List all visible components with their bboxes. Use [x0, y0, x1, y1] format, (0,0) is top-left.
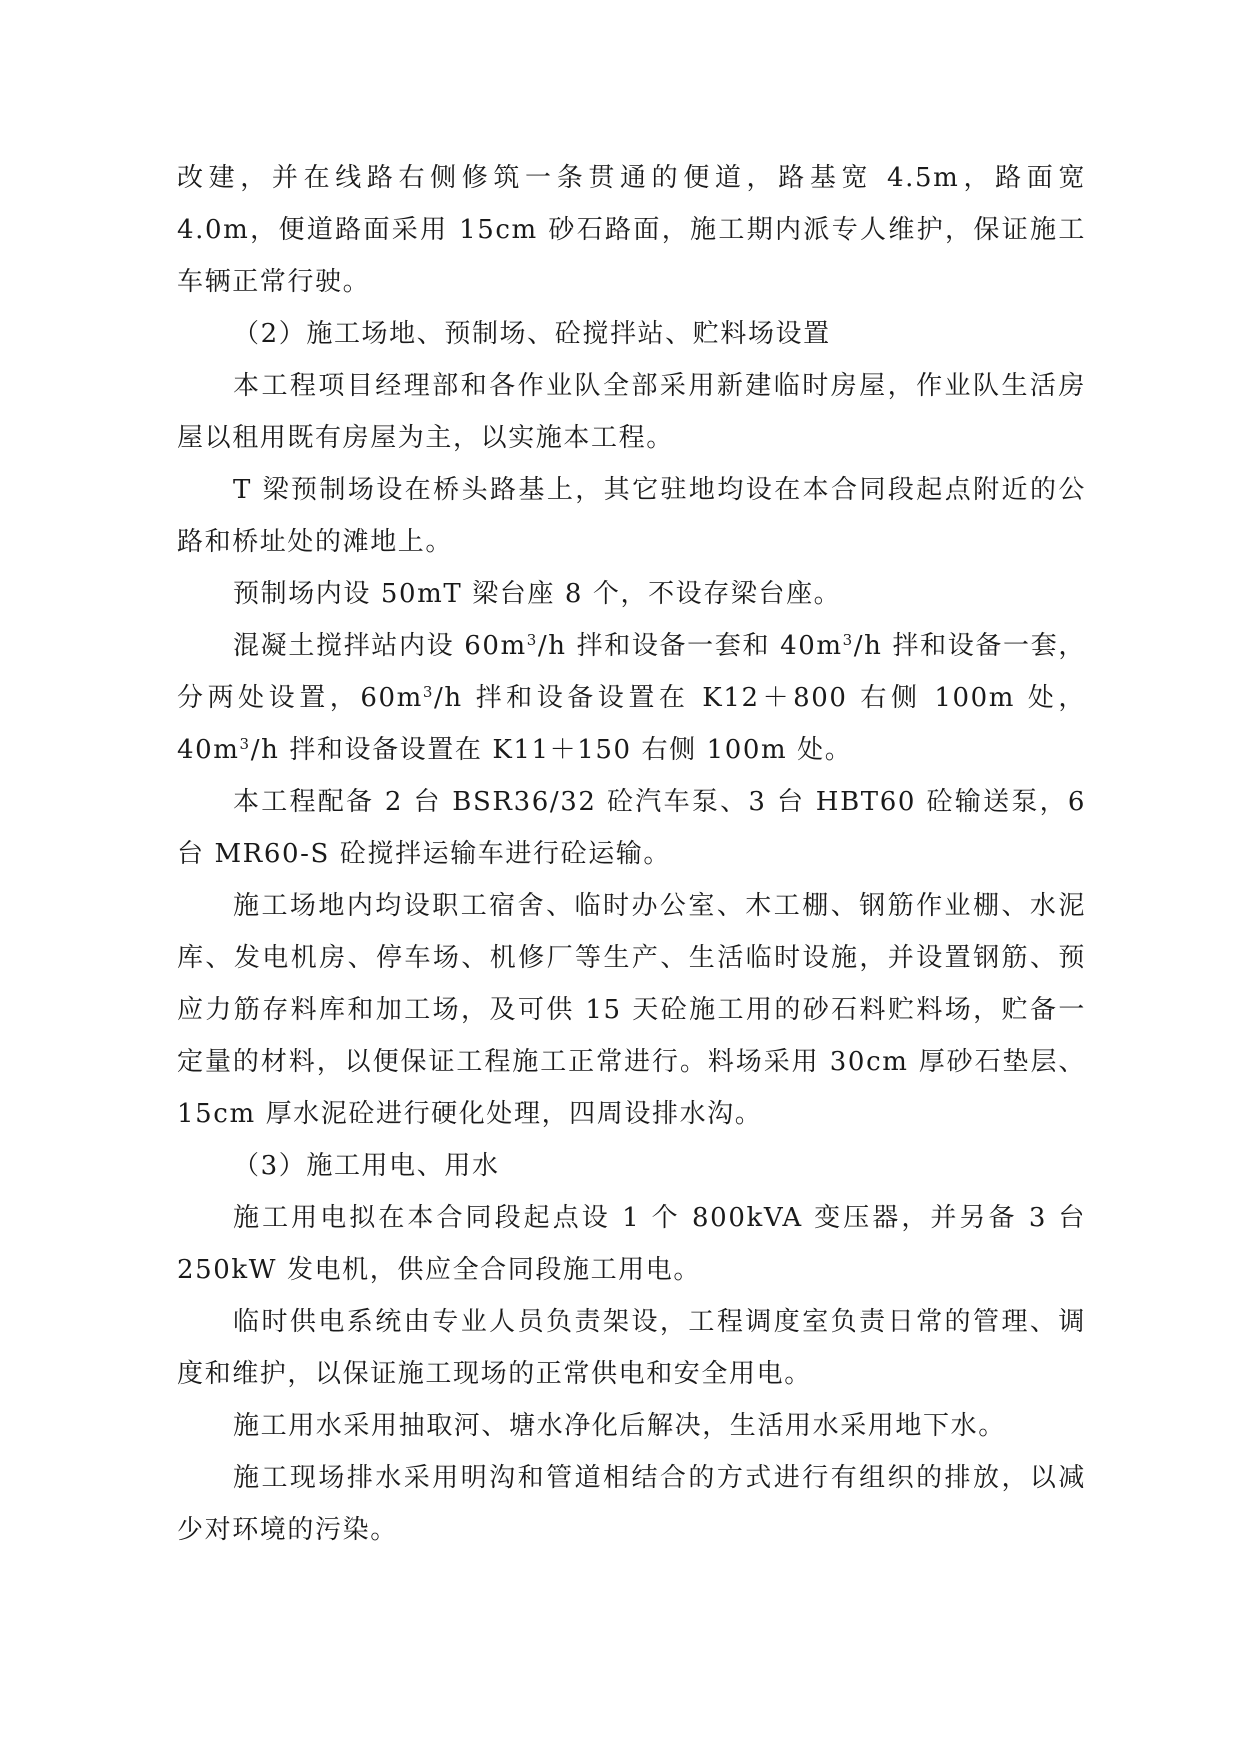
- paragraph-drainage: 施工现场排水采用明沟和管道相结合的方式进行有组织的排放，以减少对环境的污染。: [177, 1463, 1086, 1545]
- paragraph-beam-pedestals: 预制场内设 50mT 梁台座 8 个，不设存梁台座。: [233, 579, 842, 609]
- section-heading-site-setup: （2）施工场地、预制场、砼搅拌站、贮料场设置: [233, 319, 831, 349]
- paragraph-power-management: 临时供电系统由专业人员负责架设，工程调度室负责日常的管理、调度和维护，以保证施工现场的正常供电和安全用电。: [177, 1307, 1086, 1389]
- paragraph-road-construction: 改建，并在线路右侧修筑一条贯通的便道，路基宽 4.5m，路面宽 4.0m，便道路面采用 15cm 砂石路面，施工期内派专人维护，保证施工车辆正常行驶。: [177, 163, 1086, 297]
- paragraph-site-facilities: 施工场地内均设职工宿舍、临时办公室、木工棚、钢筋作业棚、水泥库、发电机房、停车场、机修厂等生产、生活临时设施，并设置钢筋、预应力筋存料库和加工场，及可供 15 天砼施工用的砂石料贮料场，贮备一定量的材料，以便保证工程施工正常进行。料场采用 30cm 厚砂石垫层、15cm 厚水泥砼进行硬化处理，四周设排水沟。: [177, 891, 1086, 1129]
- paragraph-t-beam-yard: T 梁预制场设在桥头路基上，其它驻地均设在本合同段起点附近的公路和桥址处的滩地上。: [177, 475, 1086, 557]
- document-page: [177, 152, 1086, 1556]
- paragraph-equipment: 本工程配备 2 台 BSR36/32 砼汽车泵、3 台 HBT60 砼输送泵，6 台 MR60-S 砼搅拌运输车进行砼运输。: [177, 787, 1086, 869]
- paragraph-temporary-housing: 本工程项目经理部和各作业队全部采用新建临时房屋，作业队生活房屋以租用既有房屋为主，以实施本工程。: [177, 371, 1086, 453]
- paragraph-water-supply: 施工用水采用抽取河、塘水净化后解决，生活用水采用地下水。: [233, 1411, 1006, 1441]
- paragraph-power-supply: 施工用电拟在本合同段起点设 1 个 800kVA 变压器，并另备 3 台 250kW 发电机，供应全合同段施工用电。: [177, 1203, 1086, 1285]
- paragraph-mixing-station: 混凝土搅拌站内设 $60m^3/h$ 拌和设备一套和 $40m^3/h$ 拌和设备一套，分两处设置，$60m^3/h$ 拌和设备设置在 K12＋800 右侧 100m 处，$40m^3/h$ 拌和设备设置在 K11＋150 右侧 100m 处。: [177, 631, 1086, 765]
- section-heading-power-water: （3）施工用电、用水: [233, 1151, 500, 1181]
